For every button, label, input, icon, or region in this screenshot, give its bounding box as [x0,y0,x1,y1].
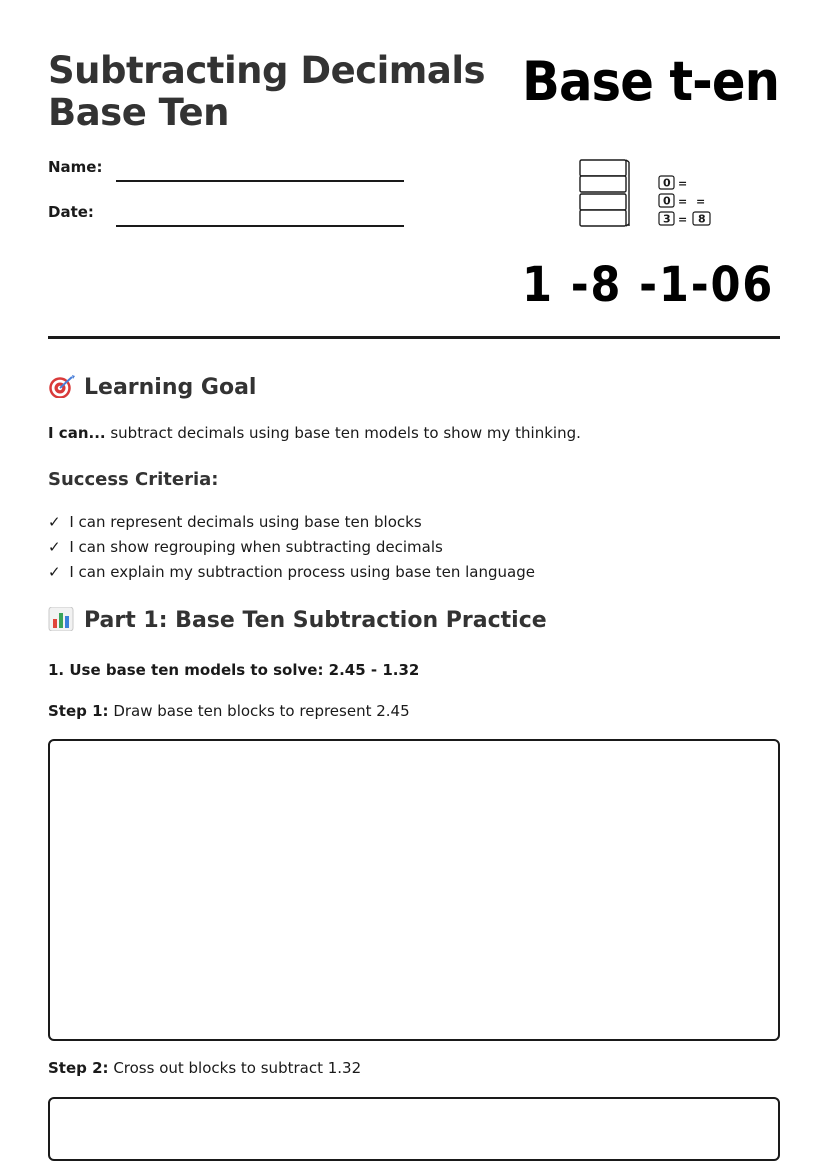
name-label: Name: [48,158,103,176]
criteria-item [48,536,535,561]
equals-1: = [678,177,688,190]
header-divider [48,336,780,339]
digit-1: 0 [663,176,671,190]
part1-heading [48,607,547,633]
step-1-text: Draw base ten blocks to represent 2.45 [108,702,410,720]
learning-goal-statement [48,424,581,442]
criteria-item [48,561,535,586]
check-icon: ✓ [48,563,61,581]
base-ten-blocks-illustration [576,154,716,234]
date-line[interactable] [116,225,404,227]
step-1-label: Step 1: [48,702,109,720]
digit-3: 3 [663,212,671,226]
goal-text: subtract decimals using base ten models to show my thinking. [105,424,581,442]
equals-2: = [678,195,688,208]
bar-chart-icon [48,607,76,631]
block-stack-icon [580,160,629,226]
problem-1: 1. Use base ten models to solve: 2.45 - 1.32 [48,661,420,679]
date-label: Date: [48,203,94,221]
digit-2: 0 [663,194,671,208]
header-art-title: Base t-en [522,50,780,113]
goal-lead: I can... [48,424,106,442]
name-field[interactable] [48,158,408,188]
criteria-text: I can show regrouping when subtracting decimals [69,538,443,556]
check-icon: ✓ [48,513,61,531]
step-2-text: Cross out blocks to subtract 1.32 [108,1059,362,1077]
equals-4: = [678,213,688,226]
equals-3: = [696,195,706,208]
criteria-item [48,511,535,536]
part1-title: Part 1: Base Ten Subtraction Practice [84,608,547,633]
worksheet-page [48,0,780,1118]
digit-boxes [659,176,710,226]
name-line[interactable] [116,180,404,182]
date-field[interactable] [48,203,408,233]
success-criteria-list [48,511,535,586]
title-line-1: Subtracting Decimals [48,49,486,92]
title-line-2: Base Ten [48,91,229,134]
learning-goal-heading [48,374,256,400]
learning-goal-title: Learning Goal [84,375,257,400]
criteria-text: I can explain my subtraction process using base ten language [69,563,535,581]
success-criteria-heading: Success Criteria: [48,469,219,490]
step-1-answer-box[interactable] [48,739,780,1041]
step-1-instruction [48,702,410,720]
result-digit: 8 [698,212,706,226]
check-icon: ✓ [48,538,61,556]
step-2-answer-box[interactable] [48,1097,780,1161]
step-2-instruction [48,1059,361,1077]
page-title [48,50,488,134]
target-icon [48,374,76,398]
header-art-equation: 1 -8 -1-06 [522,257,775,313]
criteria-text: I can represent decimals using base ten blocks [69,513,422,531]
step-2-label: Step 2: [48,1059,109,1077]
